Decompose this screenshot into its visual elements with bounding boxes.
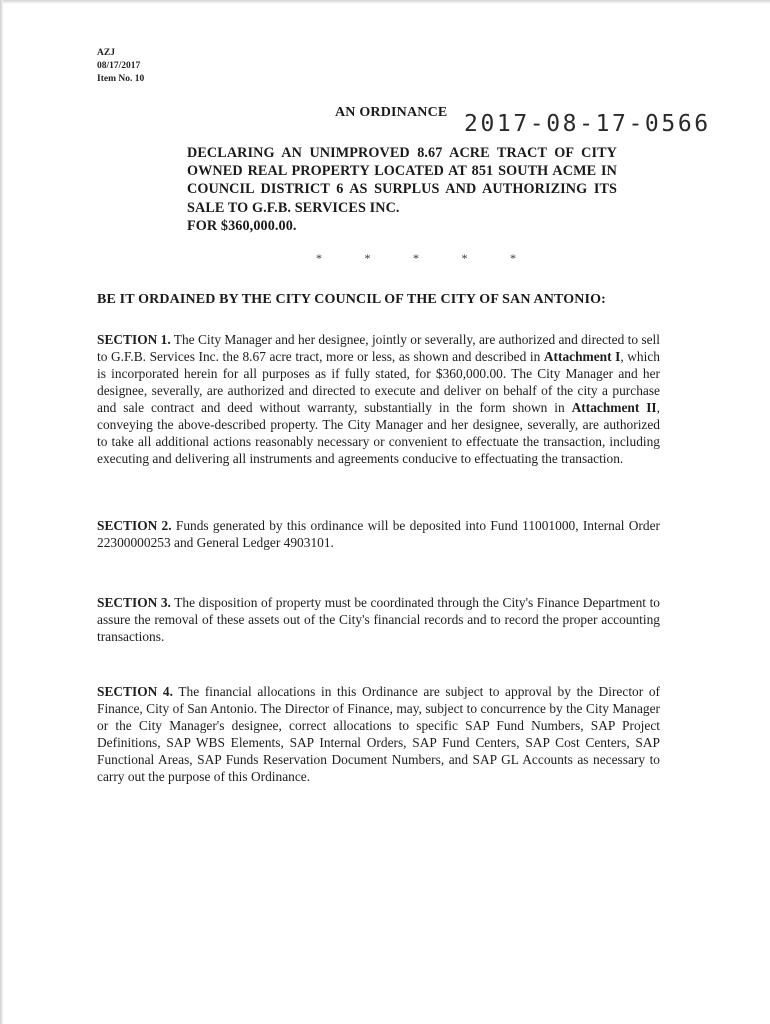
section-3 [97,594,660,645]
asterisk-separator [316,251,516,266]
separator-star: * [364,251,371,265]
section-3-text: The disposition of property must be coordinated through the City's Finance Department to assure the removal of these assets out of the City's financial records and to record the proper accounting transactions. [97,595,660,644]
section-2-label: SECTION 2. [97,518,172,533]
ordinance-title: AN ORDINANCE [335,105,448,120]
section-1-text-b: , which is incorporated herein for all purposes as if fully stated, for $360,000.00. The City Manager and her designee, severally, are authorized and directed to execute and deliver on behalf of the city a purchase and sale contract and deed without warranty, substantially in the form shown in [97,349,660,415]
scan-edge-left [0,0,3,1024]
separator-star: * [316,251,322,265]
section-4-text: The financial allocations in this Ordinance are subject to approval by the Director of Finance, City of San Antonio. The Director of Finance, may, subject to concurrence by the City Manager or the City Manager's designee, correct allocations to specific SAP Fund Numbers, SAP Project Definitions, SAP WBS Elements, SAP Internal Orders, SAP Fund Centers, SAP Cost Centers, SAP Functional Areas, SAP Funds Reservation Document Numbers, and SAP GL Accounts as necessary to carry out the purpose of this Ordinance. [97,684,660,784]
separator-star: * [413,251,419,265]
header-date: 08/17/2017 [97,61,141,71]
enacting-clause: BE IT ORDAINED BY THE CITY COUNCIL OF THE CITY OF SAN ANTONIO: [97,292,606,307]
header-item-number: Item No. 10 [97,74,145,84]
header-meta [97,47,144,86]
caption-text: DECLARING AN UNIMPROVED 8.67 ACRE TRACT OF CITY OWNED REAL PROPERTY LOCATED AT 851 SOUTH ACME IN COUNCIL DISTRICT 6 AS SURPLUS AND AUTHORIZING ITS SALE TO G.F.B. SERVICES INC. [187,145,617,216]
section-2-text: Funds generated by this ordinance will be deposited into Fund 11001000, Internal Order 22300000253 and General Ledger 4903101. [97,518,660,550]
section-3-label: SECTION 3. [97,595,171,610]
attachment-2-ref: Attachment II [571,400,657,415]
attachment-1-ref: Attachment I [543,349,621,364]
section-1-text-a: The City Manager and her designee, jointly or severally, are authorized and directed to sell to G.F.B. Services Inc. the 8.67 acre tract, more or less, as shown and described in [97,332,661,364]
ordinance-number-stamp: 2017-08-17-0566 [464,111,711,137]
separator-star: * [461,251,468,265]
scan-edge-top [0,0,770,4]
caption-amount: FOR $360,000.00. [187,217,297,234]
separator-star: * [510,251,516,265]
section-4-label: SECTION 4. [97,684,173,699]
section-1-label: SECTION 1. [97,332,171,347]
section-1 [97,331,660,467]
header-initials: AZJ [97,48,115,58]
section-2 [97,517,660,551]
section-4 [97,683,660,785]
ordinance-caption [187,144,617,235]
section-1-text-c: , conveying the above-described property. The City Manager and her designee, severally, are authorized to take all additional actions reasonably necessary or convenient to effectuate the transaction, including executing and delivering all instruments and agreements conducive to effectuating the transaction. [97,400,660,466]
